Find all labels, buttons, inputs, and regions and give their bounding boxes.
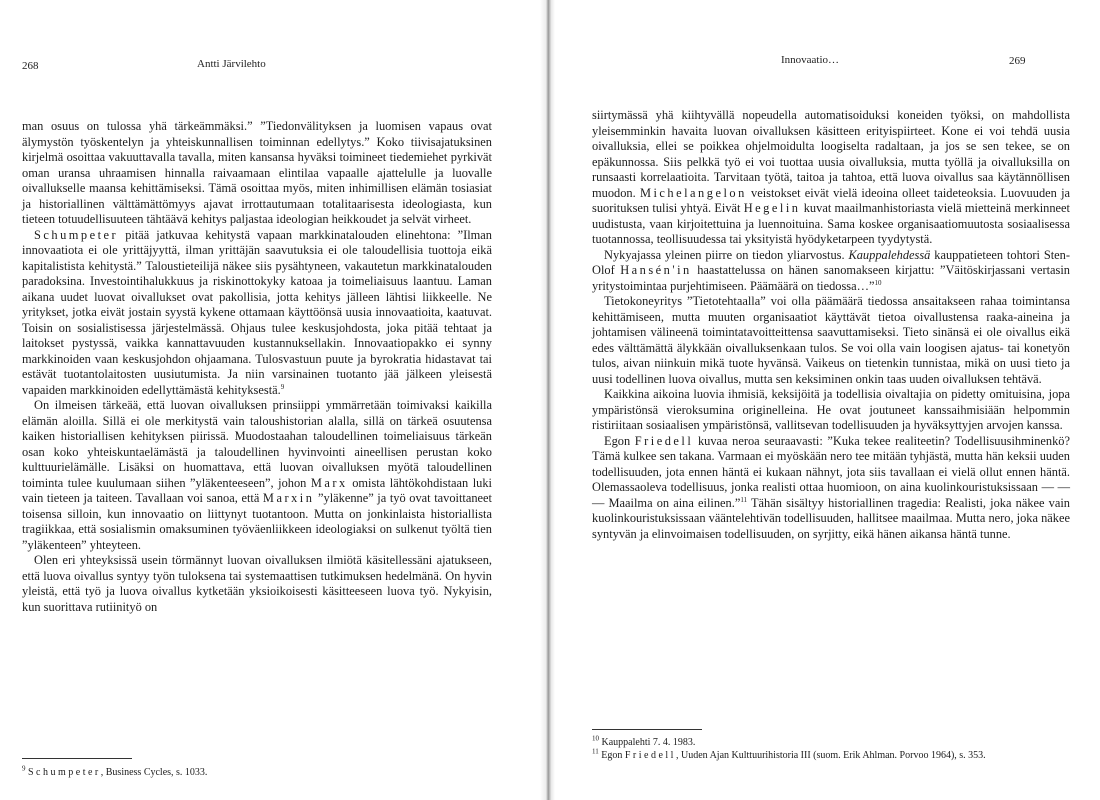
- text-run: , Uuden Ajan Kulttuurihistoria III (suom. Erik Ahlman. Porvoo 1964), s. 353.: [675, 750, 986, 761]
- paragraph: [22, 228, 492, 399]
- spaced-name: Michelangelon: [639, 185, 747, 200]
- text-run: kuvat maailmanhistoriasta vielä mietteinä merkinneet uudistusta, vaan kirjoitettuina ja luennoituina. Sama koskee organisaatiomuutosta sosiaalisessa tuotannossa, teollisuudessa tai yksityistä hyödyketarpeen tyydytystä.: [592, 201, 1070, 246]
- text-run: pitää jatkuvaa kehitystä vapaan markkinatalouden elinehtona: ”Ilman innovaatiota ei ole yrittäjyyttä, ilman yrittäjän saavutuksia ei ole taloudellisia tuottoja eikä kapitalistista kehitystä.” Taloustieteilijä näkee siis pysähtyneen, vakautetun markkinatalouden paradoksina. Investointihalukkuus ja riskinottokyky katoaa ja toimeliaisuus laantuu. Laman aikana uudet luovat oivallukset ovat pakollisia, jotta kehitys jälleen lähtisi liikkeelle. Ne yritykset, jotka eivät jostain syystä kykene ottamaan käyttöönsä uusia innovaatioita, kaatuvat. Toisin on sosialistisessa järjestelmässä. Ohjaus tulee keskusjohdosta, joka pitää tehtaat ja laitokset pystyssä, vaikka kannattavuuden kustannuksellakin. Innovaatiopakko ei synny markkinoiden vaan keskusjohdon ohjaamana. Tulosvastuun puute ja byrokratia hidastavat tai estävät tuotantolaitosten uusiutumista. Ja niin varsinainen tuotanto jää jälkeen yleisestä vapaiden markkinoiden edellyttämästä kehityksestä.: [22, 227, 492, 397]
- footnote-ref: 10: [592, 734, 599, 743]
- right-footnotes: [592, 736, 1070, 762]
- text-run: Tähän sisältyy historiallinen tragedia: Realisti, joka näkee vain kuolinkouristuksissaan vääntelehtivän todellisuuden, hallitsee maailmaa. Mutta nero, joka näkee syntyvän ja elinvoimaisen todellisuuden, on syrjitty, eikä hänen aikansa häntä tunne.: [592, 495, 1070, 541]
- text-run: kauppatieteen tohtori Sten-Olof: [592, 247, 1070, 277]
- text-run: siirtymässä yhä kiihtyvällä nopeudella automatisoiduksi koneiden työksi, on mahdollista yleisemminkin havaita luovan oivalluksen käsitteen erityispiirteet. Kone ei voi tehdä uusia oivalluksia, ellei se poikkea ohjelmoidulta loogiselta radaltaan, ja jos se sen tekee, se on epäkunnossa. Siis pelkkä työ ei voi tuottaa uusia oivalluksia, mutta työllä ja oivalluksilla on runsaasti korrelaatioita. Tarvitaan työtä, taitoa ja tahtoa, että luova oivallus saa käytännöllisen muodon.: [592, 108, 1070, 200]
- spaced-name: Schumpeter: [34, 227, 119, 242]
- paragraph: [592, 248, 1070, 295]
- italic-title: Kauppalehdessä: [848, 247, 931, 262]
- text-run: Egon: [598, 750, 625, 761]
- spaced-name: Hegelin: [743, 201, 801, 215]
- footnote: [592, 749, 1070, 762]
- spaced-name: Marx: [310, 475, 348, 490]
- right-page: [555, 0, 1100, 800]
- text-run: , Business Cycles, s. 1033.: [100, 767, 208, 778]
- paragraph: [592, 294, 1070, 387]
- paragraph: [592, 434, 1070, 543]
- text-run: Kauppalehti 7. 4. 1983.: [599, 737, 696, 748]
- footnote: [592, 736, 1070, 749]
- text-run: Egon: [604, 433, 635, 448]
- text-run: kuvaa neroa seuraavasti: ”Kuka tekee realiteetin? Todellisuusihminenkö? Tämä kulkee sen takana. Varmaan ei myöskään nero tee mitään tyhjästä, mutta hän keksii uuden todellisuuden, jota ennen häntä ei kukaan nähnyt, jota siis tavallaan ei vielä ollut ennen häntä. Olemassaoleva todellisuus, jonka realisti ottaa huomioon, on aina kuolinkouristuksissaan — — — Maailma on aina eilinen.”: [592, 433, 1070, 510]
- left-page: [0, 0, 540, 800]
- right-running-head: Innovaatio…: [781, 54, 840, 66]
- spaced-name: Marxin: [262, 491, 315, 505]
- footnote-ref: 9: [22, 764, 26, 773]
- left-footnote-rule: [22, 758, 132, 759]
- text-run: ”yläkenne” ja työ ovat tavoittaneet toisensa silloin, kun innovaatio on liittynyt tuotantoon. Mutta on jonkinlaista historiallista tragiikkaa, että sosialismin omaksuminen työväenliikkeen ideologiaksi on sulkenut työltä tien ”yläkenteen” yhteyteen.: [22, 491, 492, 552]
- text-run: Kaikkina aikoina luovia ihmisiä, keksijöitä ja todellisia oivaltajia on pidetty omituisina, jopa ympäristönsä vieroksumina originelleina. He ovat joutuneet kanssaihmisiään helpommin ristiriitaan sosiaalisen ympäristönsä, vallitsevan todellisuuden ja hyväksyttyjen arvojen kanssa.: [592, 387, 1070, 432]
- text-run: haastattelussa on hänen sanomakseen kirjattu: ”Väitöskirjassani vertasin yritystoimintaa purjehtimiseen. Päämäärä on tiedossa…”: [592, 263, 1070, 293]
- left-body-text: [22, 119, 492, 615]
- text-run: man osuus on tulossa yhä tärkeämmäksi.” ”Tiedonvälityksen ja luomisen vapaus ovat älymystön työskentelyn ja yhteiskunnallisen toiminnan edellytys.” Koko tiivisajatuksinen kirjelmä osoittaa vakuuttavalla tavalla, miten kansansa hyväksi toimineet tiedemiehet pyrkivät oman uransa uhraamisen hinnalla raivaamaan elintilaa vapaalle ajattelulle ja luovalle oivallukselle maansa kehittämiseksi. Tämä osoittaa myös, miten inhimillisen elämän tosiasiat ja historiallinen välttämättömyys ajavat irrottautumaan totalitaarisesta ideologiasta, kun tieteen totuudellisuuteen tähtäävä kehitys paljastaa ideologian heikkoudet ja selvät virheet.: [22, 119, 492, 226]
- text-run: On ilmeisen tärkeää, että luovan oivalluksen prinsiippi ymmärretään toimivaksi kaikilla elämän aloilla. Sillä ei ole merkitystä vain taloushistorian alalla, sillä on tärkeä osuutensa kaiken historiallisen kehityksen piirissä. Muodostaahan taloudellinen toimeliaisuus tärkeän osan koko yhteiskuntaelämästä ja taloudellinen hyvinvointi aineellisen perustan koko kulttuurielämälle. Lisäksi on huomattava, että luovan oivalluksen myötä taloudellinen toiminta tulee kuulumaan siihen ”yläkenteeseen”, johon: [22, 398, 492, 490]
- spaced-name: Friedell: [624, 750, 676, 761]
- paragraph: [22, 119, 492, 228]
- left-running-head: Antti Järvilehto: [197, 58, 266, 70]
- text-run: omista lähtökohdistaan luki vain tieteen ja taiteen. Tavallaan voi sanoa, että: [22, 475, 492, 505]
- right-footnote-rule: [592, 729, 702, 730]
- footnote: [22, 766, 492, 779]
- footnote-ref: 11: [592, 747, 599, 756]
- text-run: Olen eri yhteyksissä usein törmännyt luovan oivalluksen ilmiötä käsitellessäni ajatukseen, että luova oivallus syntyy työn tuloksena tai systemaattisen tutkimuksen hedelmänä. On hyvin yleistä, että työ ja luova oivallus kytketään yksioikoisesti käsitteeseen luova työ. Nykyisin, kun suorittava rutiinityö on: [22, 553, 492, 614]
- text-run: Nykyajassa yleinen piirre on tiedon yliarvostus.: [604, 247, 849, 262]
- spaced-name: Schumpeter: [28, 767, 101, 778]
- left-page-number: 268: [22, 60, 39, 72]
- paragraph: [592, 387, 1070, 434]
- left-footnotes: [22, 766, 492, 779]
- text-run: Tietokoneyritys ”Tietotehtaalla” voi olla päämäärä tiedossa ansaitakseen rahaa toimintansa kehittämiseen, mutta muuten organisaatiot käyttävät tietoa oivallustensa raaka-aineina ja johtamisen välineenä toimintatavoitteittensa saavuttamiseksi. Tieto sinänsä ei ole oivallus eikä edes välttämättä älykkään oivalluksenkaan tulos. Se voi olla vain loogisen ajatus- tai konetyön tulos, aivan niinkuin mikä tuote hyvänsä. Vaikeus on tietenkin tunnistaa, mikä on uusi tieto ja uusi todellinen luova oivallus, mutta sen keksiminen onkin taas uuden oivalluksen tehtävä.: [592, 294, 1070, 386]
- footnote-ref: 9: [280, 382, 285, 391]
- spaced-name: Friedell: [634, 433, 694, 448]
- spaced-name: Hansén'in: [620, 263, 692, 277]
- paragraph: [22, 398, 492, 553]
- footnote-ref: 11: [740, 495, 748, 504]
- paragraph: [22, 553, 492, 615]
- book-gutter: [540, 0, 555, 800]
- right-body-text: [592, 108, 1070, 542]
- right-page-number: 269: [1009, 55, 1026, 67]
- text-run: veistokset eivät vielä ideoina olleet taideteoksia. Luovuuden ja suorituksen tulisi yhtyä. Eivät: [592, 185, 1071, 215]
- footnote-ref: 10: [874, 278, 882, 287]
- paragraph: [592, 108, 1070, 248]
